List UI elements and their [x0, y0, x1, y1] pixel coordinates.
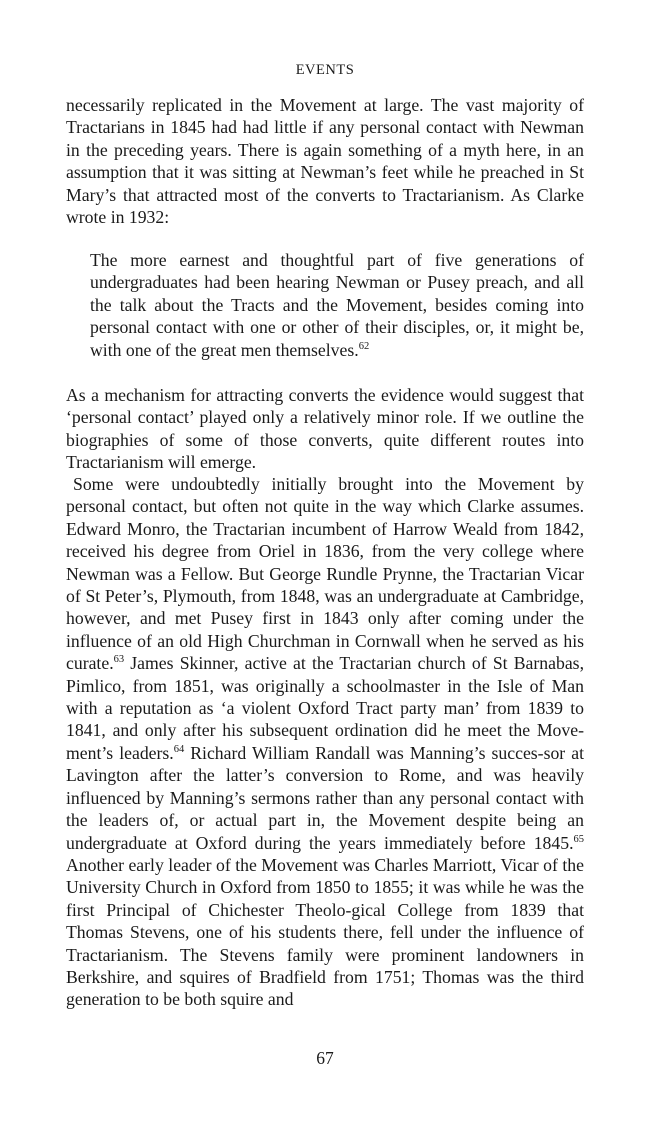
- footnote-ref-65: 65: [573, 833, 584, 845]
- paragraph-3-part-b: James Skinner, active at the Tractarian church of St Barnabas, Pimlico, from 1851, was originally a schoolmaster in the Isle of Man with a reputation as ‘a violent Oxford Tract party man’ from 1839 to 1841, and only after his subsequent ordination did he meet the Move-ment’s leaders.: [66, 653, 584, 763]
- body-paragraph-2: As a mechanism for attracting converts the evidence would suggest that ‘personal contact’ played only a relatively minor role. If we outline the biographies of some of those converts, quite different routes into Tractarianism will emerge.: [66, 385, 584, 473]
- paragraph-3-part-a: Some were undoubtedly initially brought into the Movement by personal contact, but often not quite in the way which Clarke assumes. Edward Monro, the Tractarian incumbent of Harrow Weald from 1842, received his degree from Oriel in 1836, from the very college where Newman was a Fellow. But George Rundle Prynne, the Tractarian Vicar of St Peter’s, Plymouth, from 1848, was an undergraduate at Cambridge, however, and met Pusey first in 1843 only after coming under the influence of an old High Churchman in Cornwall when he served as his curate.: [66, 474, 584, 674]
- paragraph-3-part-c: Richard William Randall was Manning’s succes-sor at Lavington after the latter’s conversion to Rome, and was heavily influenced by Manning’s sermons rather than any personal contact with the leaders of, or actual part in, the Movement despite being an undergraduate at Oxford during the years immediately before 1845.: [66, 742, 584, 853]
- quotation-text: The more earnest and thoughtful part of five generations of undergraduates had been hearing Newman or Pusey preach, and all the talk about the Tracts and the Movement, besides coming into personal contact with one or other of their disciples, or, it might be, with one of the great men themselves.: [90, 250, 584, 360]
- body-paragraph-3: [66, 473, 584, 1011]
- paragraph-3-part-d: Another early leader of the Movement was Charles Marriott, Vicar of the University Church in Oxford from 1850 to 1855; it was while he was the first Principal of Chichester Theolo-gical College from 1839 that Thomas Stevens, one of his students there, fell under the influence of Tractarianism. The Stevens family were prominent landowners in Berkshire, and squires of Bradfield from 1751; Thomas was the third generation to be both squire and: [66, 854, 584, 1010]
- block-quotation: [90, 249, 584, 361]
- footnote-ref-63: 63: [113, 654, 125, 666]
- running-header: EVENTS: [295, 62, 355, 78]
- footnote-ref-62: 62: [358, 340, 370, 352]
- body-paragraph-1: necessarily replicated in the Movement at large. The vast majority of Tractarians in 1845 had had little if any personal contact with Newman in the preceding years. There is again something of a myth here, in an assumption that it was sitting at Newman’s feet while he preached in St Mary’s that attracted most of the converts to Tractarianism. As Clarke wrote in 1932:: [66, 95, 584, 228]
- page-number: 67: [316, 1048, 334, 1068]
- footnote-ref-64: 64: [173, 743, 185, 755]
